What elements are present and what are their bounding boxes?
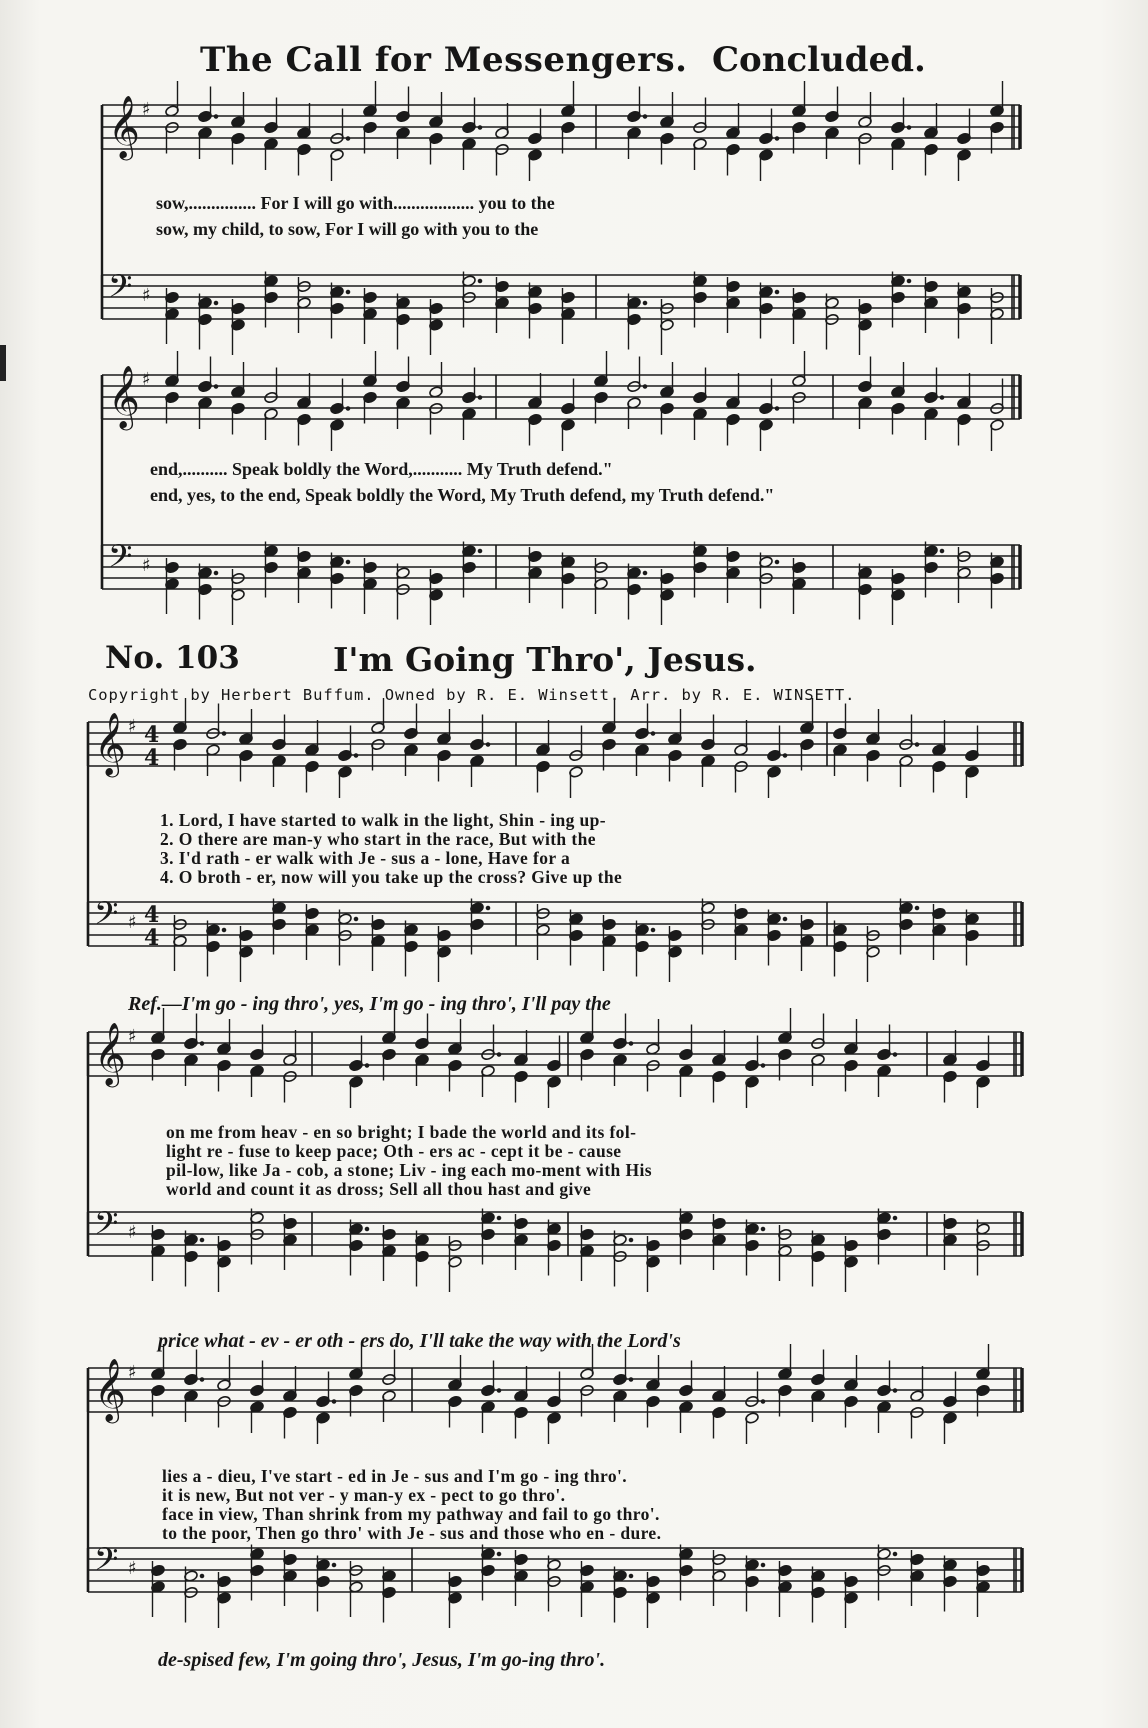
dot xyxy=(497,1216,501,1220)
treble-clef: 𝄞 xyxy=(94,712,126,775)
dot xyxy=(940,396,944,400)
hymn1-s1-lyrics-line2: sow, my child, to sow, For I will go with you to the xyxy=(156,219,539,239)
dot xyxy=(478,279,482,283)
dot xyxy=(478,549,482,553)
hymn2-number: No. 103 xyxy=(105,640,240,676)
dot xyxy=(775,407,779,411)
key-signature: ♯ xyxy=(142,285,151,306)
dot xyxy=(354,754,358,758)
hymn2-s1-refrain: Ref.—I'm go - ing thro', yes, I'm go - ing thro', I'll pay the xyxy=(128,993,611,1015)
dot xyxy=(222,732,226,736)
dot xyxy=(915,906,919,910)
dot xyxy=(629,1238,633,1242)
bass-clef: 𝄢 xyxy=(108,268,133,312)
hymn2-s3-verse4: to the poor, Then go thro' with Je - sus and those who en - dure. xyxy=(162,1523,662,1543)
dot xyxy=(893,1389,897,1393)
dot xyxy=(940,549,944,553)
key-signature: ♯ xyxy=(142,99,151,120)
svg-text:4: 4 xyxy=(144,925,160,951)
hymn1-subtitle: Concluded. xyxy=(712,40,926,80)
dot xyxy=(497,1389,501,1393)
bass-clef: 𝄢 xyxy=(94,1205,119,1249)
hymn2-s2-verse3: pil-low, like Ja - cob, a stone; Liv - ing each mo-ment with His xyxy=(166,1160,652,1180)
key-signature: ♯ xyxy=(128,1558,137,1579)
dot xyxy=(775,290,779,294)
dot xyxy=(200,1378,204,1382)
hymn2-s1-verse1: 1. Lord, I have started to walk in the light, Shin - ing up- xyxy=(160,810,607,830)
dot xyxy=(346,560,350,564)
treble-clef: 𝄞 xyxy=(94,1358,126,1421)
hymn1-s2-lyrics-line1: end,.......... Speak boldly the Word,........... My Truth defend." xyxy=(150,459,613,479)
key-signature: ♯ xyxy=(128,912,137,933)
dot xyxy=(629,1042,633,1046)
hymn1-s2-lyrics-line2: end, yes, to the end, Speak boldly the Word, My Truth defend, my Truth defend." xyxy=(150,485,775,505)
dot xyxy=(214,385,218,389)
dot xyxy=(332,1563,336,1567)
treble-clef: 𝄞 xyxy=(108,95,140,158)
dot xyxy=(629,1574,633,1578)
dot xyxy=(200,1238,204,1242)
hymn2-s1-verse2: 2. O there are man-y who start in the race, But with the xyxy=(160,829,596,849)
dot xyxy=(478,126,482,130)
key-signature: ♯ xyxy=(142,555,151,576)
bass-clef: 𝄢 xyxy=(94,895,119,939)
dot xyxy=(643,115,647,119)
dot xyxy=(346,407,350,411)
dot xyxy=(478,396,482,400)
dot xyxy=(915,743,919,747)
hymn2-s3-verse1: lies a - dieu, I've start - ed in Je - sus and I'm go - ing thro'. xyxy=(162,1466,628,1486)
dot xyxy=(761,1064,765,1068)
hymn2-s3-verse2: it is new, But not ver - y man-y ex - pect to go thro'. xyxy=(162,1485,566,1505)
dot xyxy=(907,126,911,130)
dot xyxy=(643,385,647,389)
dot xyxy=(200,1042,204,1046)
time-signature: 4 xyxy=(144,722,160,748)
svg-text:4: 4 xyxy=(144,745,160,771)
hymn2-s1-verse4: 4. O broth - er, now will you take up the cross? Give up the xyxy=(160,867,623,887)
bass-clef: 𝄢 xyxy=(108,538,133,582)
dot xyxy=(214,301,218,305)
dot xyxy=(651,928,655,932)
hymn1-title: The Call for Messengers. xyxy=(200,40,688,80)
bass-clef: 𝄢 xyxy=(94,1541,119,1585)
dot xyxy=(214,571,218,575)
dot xyxy=(497,1552,501,1556)
dot xyxy=(893,1552,897,1556)
treble-clef: 𝄞 xyxy=(108,365,140,428)
dot xyxy=(214,115,218,119)
hymn1-s1-lyrics-line1: sow,............... For I will go with.................. you to the xyxy=(156,193,555,213)
dot xyxy=(907,279,911,283)
dot xyxy=(486,743,490,747)
key-signature: ♯ xyxy=(128,716,137,737)
dot xyxy=(761,1400,765,1404)
dot xyxy=(893,1216,897,1220)
dot xyxy=(629,1378,633,1382)
dot xyxy=(346,137,350,141)
dot xyxy=(643,571,647,575)
hymn2-s3-verse3: face in view, Than shrink from my pathway and fail to go thro'. xyxy=(162,1504,660,1524)
dot xyxy=(783,754,787,758)
dot xyxy=(332,1400,336,1404)
dot xyxy=(775,560,779,564)
dot xyxy=(346,290,350,294)
hymn2-s3-refrain: de-spised few, I'm going thro', Jesus, I'm go-ing thro'. xyxy=(158,1649,606,1671)
key-signature: ♯ xyxy=(142,369,151,390)
dot xyxy=(486,906,490,910)
dot xyxy=(222,928,226,932)
hymn2-s2-verse2: light re - fuse to keep pace; Oth - ers ac - cept it be - cause xyxy=(166,1141,622,1161)
dot xyxy=(200,1574,204,1578)
dot xyxy=(354,917,358,921)
dot xyxy=(761,1563,765,1567)
dot xyxy=(775,137,779,141)
dot xyxy=(893,1053,897,1057)
dot xyxy=(643,301,647,305)
dot xyxy=(783,917,787,921)
dot xyxy=(365,1227,369,1231)
key-signature: ♯ xyxy=(128,1026,137,1047)
hymn2-s2-verse4: world and count it as dross; Sell all thou hast and give xyxy=(166,1179,592,1199)
key-signature: ♯ xyxy=(128,1222,137,1243)
dot xyxy=(651,732,655,736)
hymn2-s2-refrain: price what - ev - er oth - ers do, I'll take the way with the Lord's xyxy=(158,1330,681,1352)
hymn2-s2-verse1: on me from heav - en so bright; I bade the world and its fol- xyxy=(166,1122,637,1142)
dot xyxy=(365,1064,369,1068)
hymn2-title: I'm Going Thro', Jesus. xyxy=(333,640,757,679)
key-signature: ♯ xyxy=(128,1362,137,1383)
treble-clef: 𝄞 xyxy=(94,1022,126,1085)
dot xyxy=(497,1053,501,1057)
time-signature: 4 xyxy=(144,902,160,928)
hymn2-copyright: Copyright by Herbert Buffum. Owned by R. E. Winsett. Arr. by R. E. WINSETT. xyxy=(88,686,856,704)
hymn2-s1-verse3: 3. I'd rath - er walk with Je - sus a - lone, Have for a xyxy=(160,848,571,868)
dot xyxy=(761,1227,765,1231)
